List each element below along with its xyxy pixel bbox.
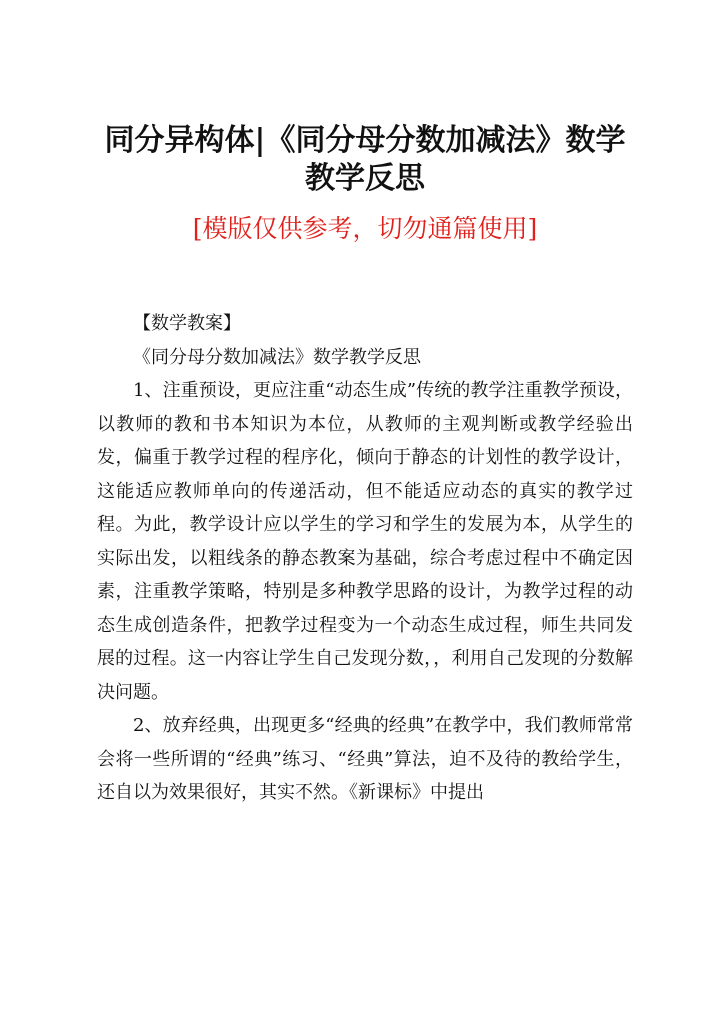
template-notice: [模版仅供参考，切勿通篇使用] bbox=[192, 214, 538, 243]
document-title: 同分异构体|《同分母分数加减法》数学教学反思 bbox=[104, 123, 626, 196]
section-heading: 【数学教案】 bbox=[133, 313, 241, 334]
document-body bbox=[97, 307, 633, 810]
paragraph-2: 2、放弃经典，出现更多“经典的经典”在教学中，我们教师常常会将一些所谓的“经典”练习、“经典”算法，迫不及待的教给学生，还自以为效果很好，其实不然。《新课标》中提出 bbox=[97, 715, 633, 803]
paragraph-1: 1、注重预设，更应注重“动态生成”传统的教学注重教学预设，以教师的教和书本知识为本位，从教师的主观判断或教学经验出发，偏重于教学过程的程序化，倾向于静态的计划性的教学设计，这能适应教师单向的传递活动，但不能适应动态的真实的教学过程。为此，教学设计应以学生的学习和学生的发展为本，从学生的实际出发，以粗线条的静态教案为基础，综合考虑过程中不确定因素，注重教学策略，特别是多种教学思路的设计，为教学过程的动态生成创造条件，把教学过程变为一个动态生成过程，师生共同发展的过程。这一内容让学生自己发现分数，，利用自己发现的分数解决问题。 bbox=[97, 380, 633, 703]
article-title: 《同分母分数加减法》数学教学反思 bbox=[133, 346, 421, 368]
